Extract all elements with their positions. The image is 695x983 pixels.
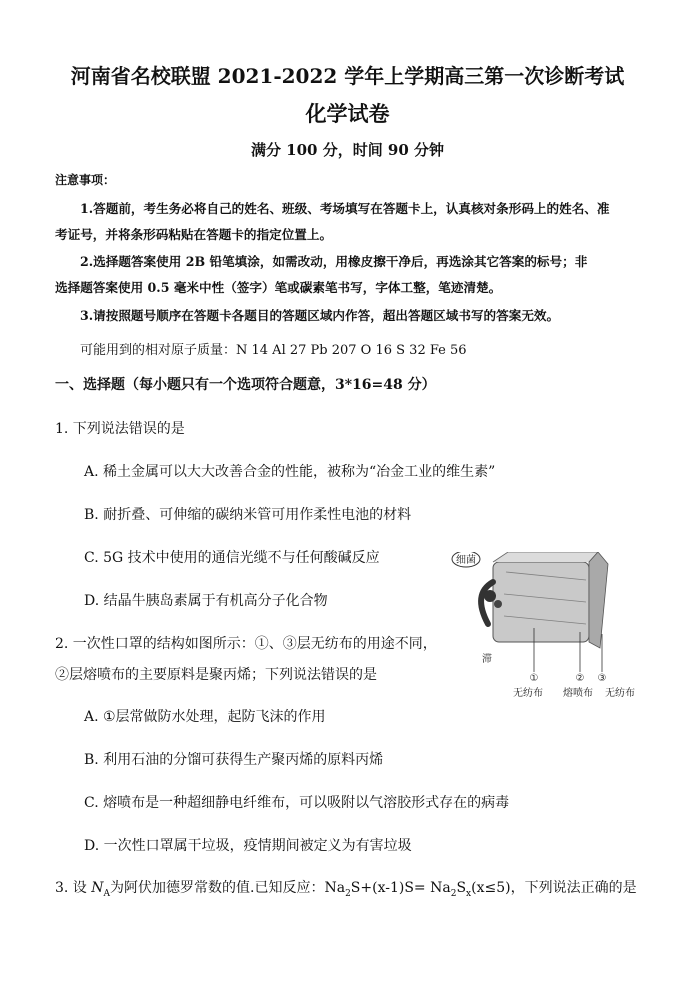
bacteria-dot <box>484 590 496 602</box>
layer-label-3: 无纺布 <box>605 688 635 699</box>
question-2-option-d: D. 一次性口罩属干垃圾，疫情期间被定义为有害垃圾 <box>84 838 412 854</box>
layer-marker-2: ② <box>575 673 585 684</box>
notes-heading: 注意事项： <box>55 173 116 187</box>
exam-meta: 满分 100 分，时间 90 分钟 <box>250 141 445 159</box>
layer-label-1: 无纺布 <box>513 688 543 699</box>
note-3: 3.请按照题号顺序在答题卡各题目的答题区域内作答，超出答题区域书写的答案无效。 <box>80 308 560 323</box>
layer-label-2: 熔喷布 <box>563 688 593 699</box>
side-label: 滞 <box>482 654 492 665</box>
exam-title: 河南省名校联盟 2021-2022 学年上学期高三第一次诊断考试 <box>70 64 625 88</box>
question-2-option-c: C. 熔喷布是一种超细静电纤维布，可以吸附以气溶胶形式存在的病毒 <box>84 795 510 811</box>
question-2-stem-line-1: 2. 一次性口罩的结构如图所示：①、③层无纺布的用途不同， <box>55 636 437 652</box>
ear-loop <box>481 582 493 624</box>
question-2-option-a: A. ①层常做防水处理，起防飞沫的作用 <box>84 709 326 725</box>
question-2-stem-line-2: ②层熔喷布的主要原料是聚丙烯；下列说法错误的是 <box>55 667 377 683</box>
note-2-line-1: 2.选择题答案使用 2B 铅笔填涂，如需改动，用橡皮擦干净后，再选涂其它答案的标号；非 <box>80 254 588 269</box>
question-2-option-b: B. 利用石油的分馏可获得生产聚丙烯的原料丙烯 <box>84 752 384 768</box>
layer-marker-3: ③ <box>597 673 607 684</box>
note-2-line-2: 选择题答案使用 0.5 毫米中性（签字）笔或碳素笔书写，字体工整，笔迹清楚。 <box>55 280 502 295</box>
layer-marker-1: ① <box>529 673 539 684</box>
atomic-masses: 可能用到的相对原子质量：N 14 Al 27 Pb 207 O 16 S 32 Fe 56 <box>80 343 467 358</box>
question-1-option-b: B. 耐折叠、可伸缩的碳纳米管可用作柔性电池的材料 <box>84 507 412 523</box>
question-1-option-d: D. 结晶牛胰岛素属于有机高分子化合物 <box>84 593 328 609</box>
mask-body <box>493 562 589 642</box>
bacteria-label: 细菌 <box>456 555 476 566</box>
mask-structure-figure <box>448 552 644 702</box>
exam-subtitle: 化学试卷 <box>305 101 390 126</box>
question-3-stem: 3. 设 $N_A$为阿伏加德罗常数的值.已知反应：$Na_2S+(x-1)S= Na_2S_x(x\le 5)$，下列说法正确的是 <box>55 880 637 899</box>
note-1-line-2: 考证号，并将条形码粘贴在答题卡的指定位置上。 <box>55 227 333 242</box>
question-1-stem: 1. 下列说法错误的是 <box>55 421 185 437</box>
question-1-option-a: A. 稀土金属可以大大改善合金的性能，被称为“冶金工业的维生素” <box>84 464 496 480</box>
note-1-line-1: 1.答题前，考生务必将自己的姓名、班级、考场填写在答题卡上，认真核对条形码上的姓名、准 <box>80 201 610 216</box>
avogadro-symbol: N <box>91 880 104 896</box>
section-heading: 一、选择题（每小题只有一个选项符合题意，3*16=48 分） <box>55 377 436 393</box>
question-1-option-c: C. 5G 技术中使用的通信光缆不与任何酸碱反应 <box>84 550 380 566</box>
